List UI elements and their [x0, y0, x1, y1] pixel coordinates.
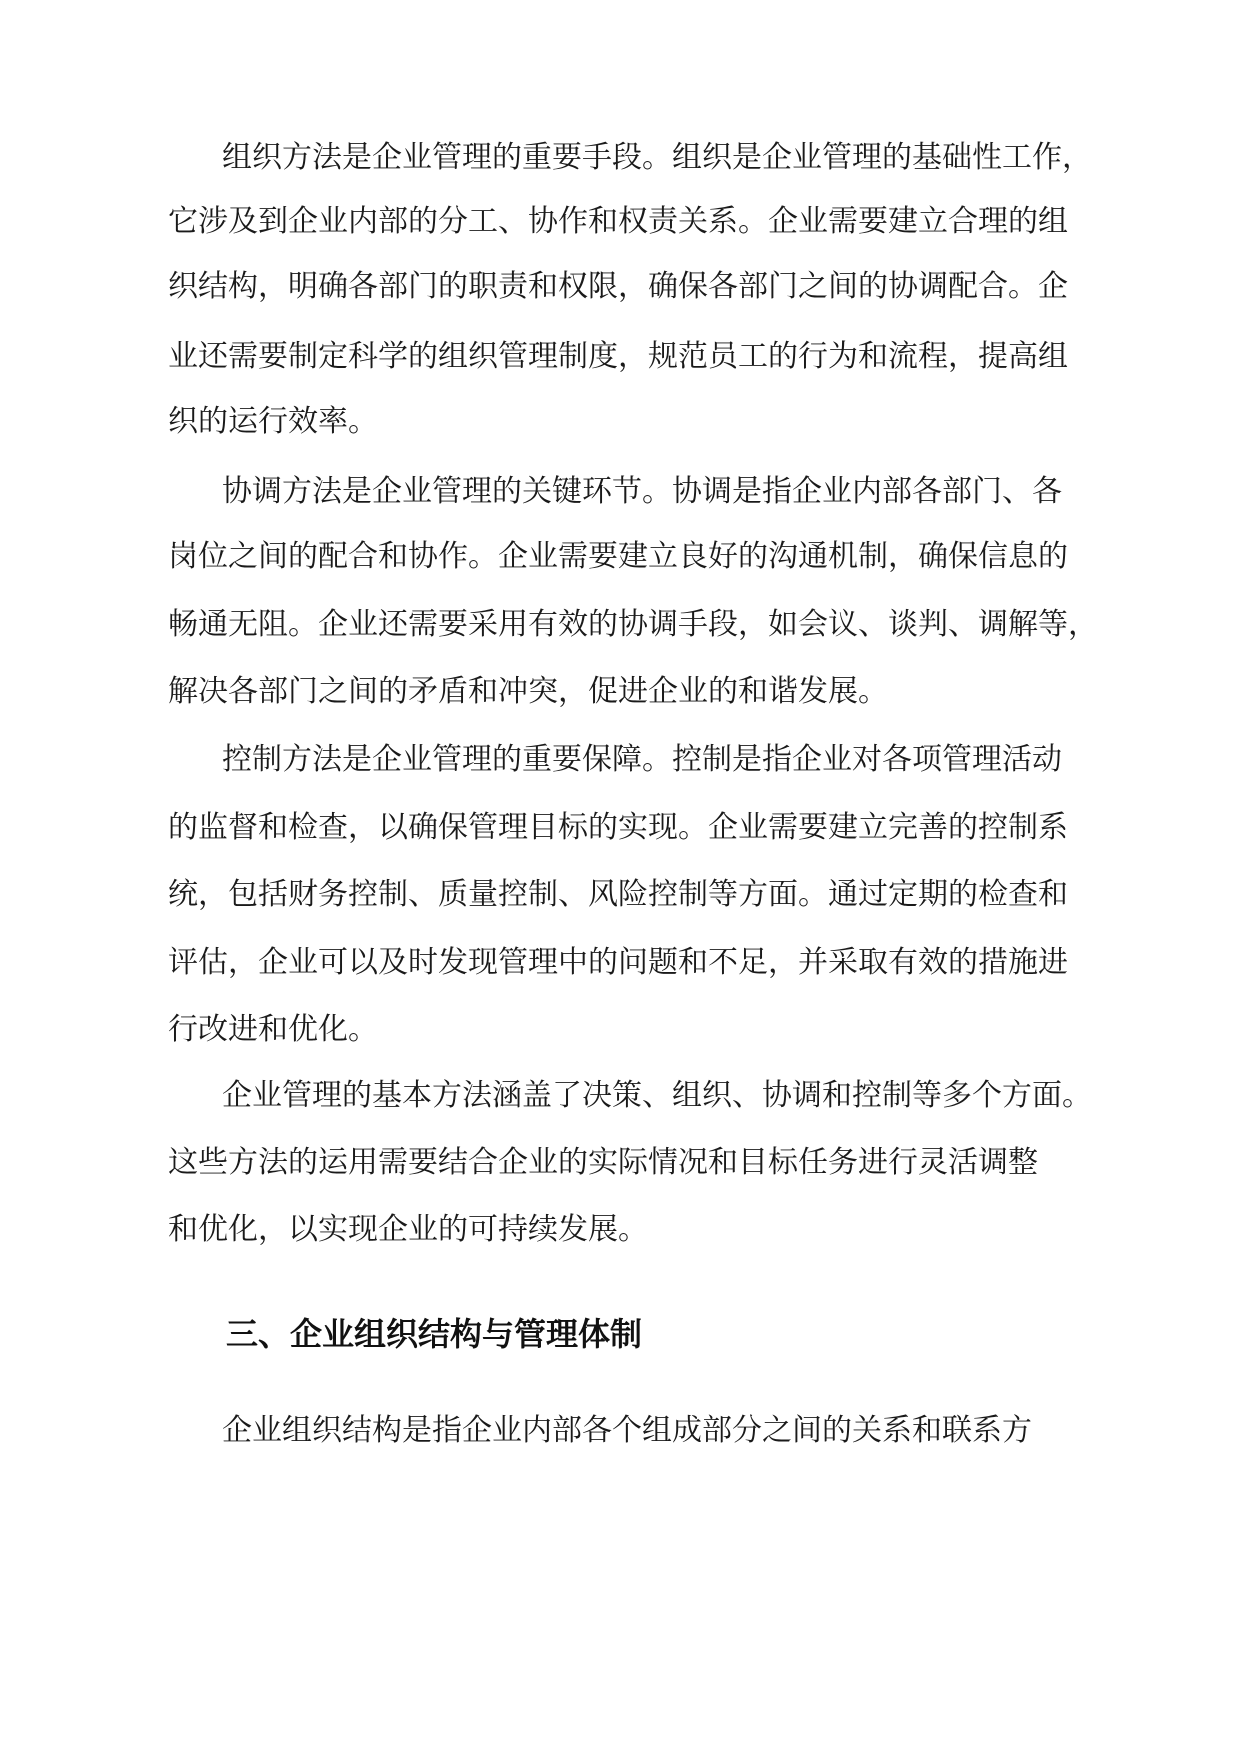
- text-line: 企业组织结构是指企业内部各个组成部分之间的关系和联系方: [222, 1413, 1032, 1448]
- text-line: 评估，企业可以及时发现管理中的问题和不足，并采取有效的措施进: [168, 945, 1068, 980]
- section-heading: 三、企业组织结构与管理体制: [226, 1315, 643, 1353]
- text-line: 业还需要制定科学的组织管理制度，规范员工的行为和流程，提高组: [168, 339, 1068, 374]
- text-line: 统，包括财务控制、质量控制、风险控制等方面。通过定期的检查和: [168, 877, 1068, 912]
- text-line: 它涉及到企业内部的分工、协作和权责关系。企业需要建立合理的组: [168, 204, 1068, 239]
- text-line: 行改进和优化。: [168, 1012, 378, 1047]
- text-line: 企业管理的基本方法涵盖了决策、组织、协调和控制等多个方面。: [222, 1078, 1092, 1113]
- text-line: 和优化，以实现企业的可持续发展。: [168, 1212, 648, 1247]
- text-line: 织的运行效率。: [168, 404, 378, 439]
- text-line: 织结构，明确各部门的职责和权限，确保各部门之间的协调配合。企: [168, 269, 1068, 304]
- text-line: 畅通无阻。企业还需要采用有效的协调手段，如会议、谈判、调解等，: [168, 607, 1098, 642]
- text-line: 组织方法是企业管理的重要手段。组织是企业管理的基础性工作，: [222, 140, 1092, 175]
- text-line: 岗位之间的配合和协作。企业需要建立良好的沟通机制，确保信息的: [168, 539, 1068, 574]
- text-line: 的监督和检查，以确保管理目标的实现。企业需要建立完善的控制系: [168, 810, 1068, 845]
- text-line: 协调方法是企业管理的关键环节。协调是指企业内部各部门、各: [222, 474, 1062, 509]
- text-line: 这些方法的运用需要结合企业的实际情况和目标任务进行灵活调整: [168, 1145, 1038, 1180]
- text-line: 控制方法是企业管理的重要保障。控制是指企业对各项管理活动: [222, 742, 1062, 777]
- text-line: 解决各部门之间的矛盾和冲突，促进企业的和谐发展。: [168, 674, 888, 709]
